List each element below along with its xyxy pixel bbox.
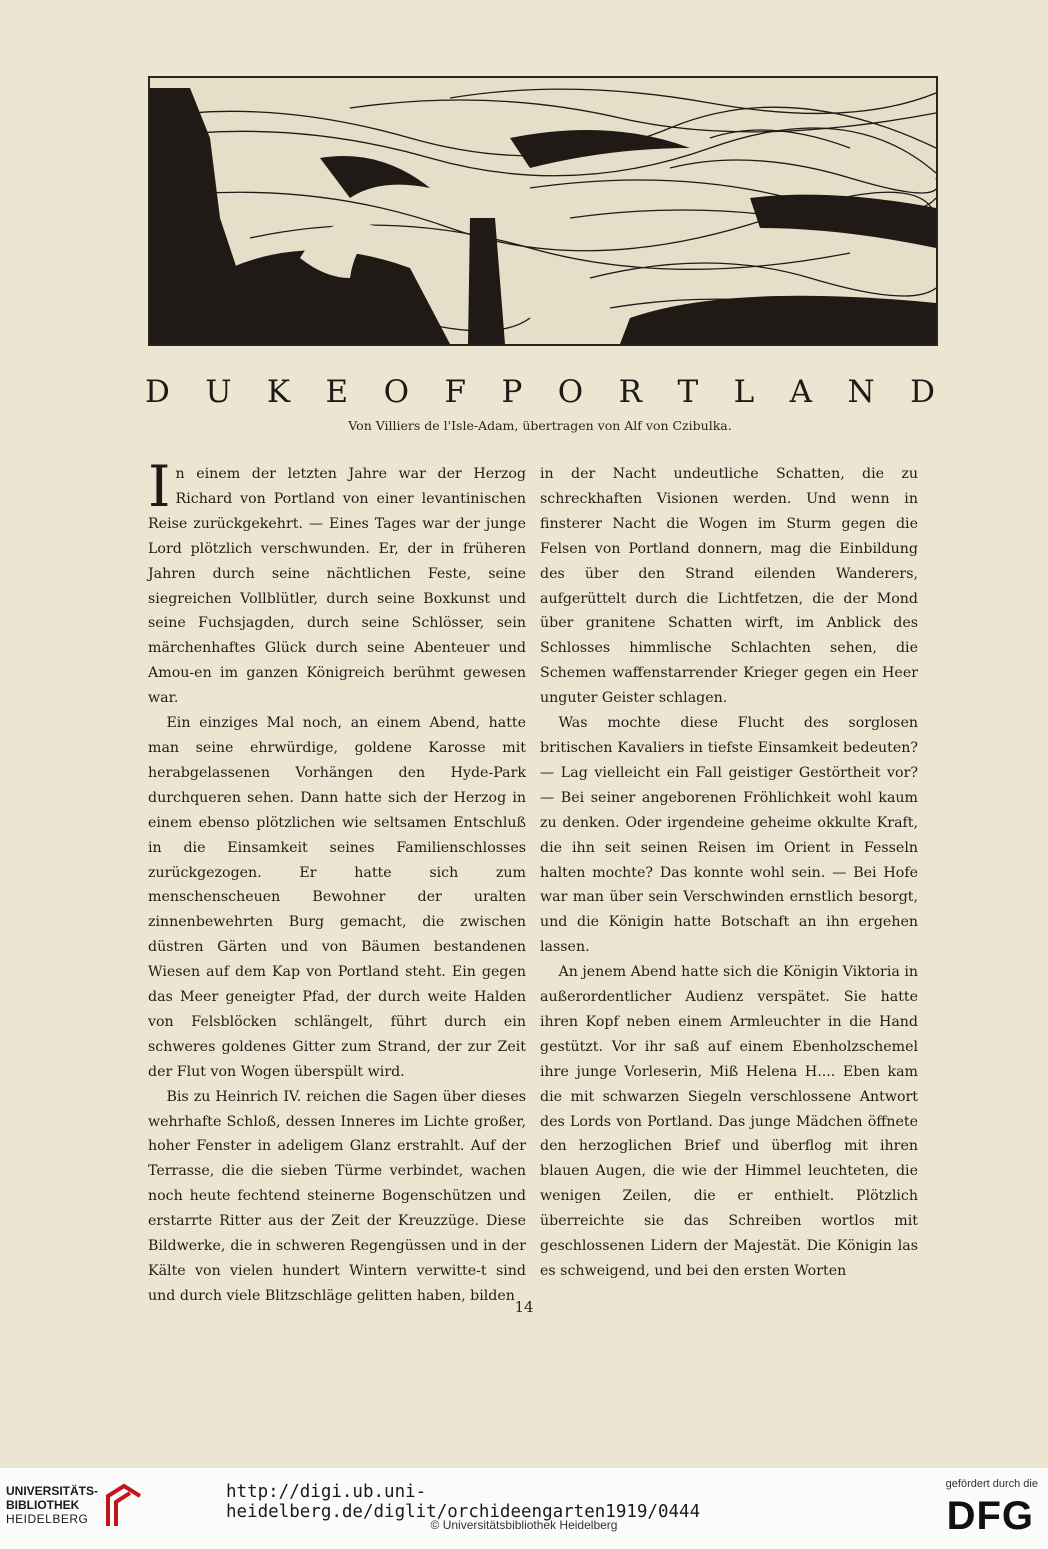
- library-line: UNIVERSITÄTS-: [6, 1484, 99, 1498]
- page-number: 14: [514, 1298, 534, 1316]
- title-letter: L: [733, 374, 755, 410]
- drop-cap: I: [148, 454, 171, 520]
- woodcut-illustration: [148, 76, 938, 346]
- library-line: HEIDELBERG: [6, 1512, 89, 1526]
- copyright-notice: © Universitätsbibliothek Heidelberg: [430, 1518, 618, 1532]
- stormy-sea-castle-image: [150, 78, 936, 344]
- right-column: [540, 462, 918, 1284]
- article-title: [145, 374, 935, 410]
- title-letter: N: [847, 374, 875, 410]
- paragraph: An jenem Abend hatte sich die Königin Viktoria in außerordentlicher Audienz verspätet. Sie hatte ihren Kopf neben einem Armleuchter in die Hand gestützt. Vor ihr saß auf einem Ebenholzschemel ihre junge Vorleserin, Miß Helena H.... Eben kam die mit schwarzen Siegeln verschlossene Antwort des Lords von Portland. Das junge Mädchen öffnete den herzoglichen Brief und überflog mit ihren blauen Augen, die wie der Himmel leuchteten, die wenigen Zeilen, die er enthielt. Plötzlich überreichte sie das Schreiben wortlos mit geschlossenen Lidern der Majestät. Die Königin las es schweigend, und bei den ersten Worten: [540, 964, 918, 1279]
- title-letter: T: [677, 374, 699, 410]
- title-letter: D: [910, 374, 935, 410]
- title-letter: O: [557, 374, 584, 410]
- paragraph: in der Nacht undeutliche Schatten, die zu schreckhaften Visionen werden. Und wenn in finsterer Nacht die Wogen im Sturm gegen die Felsen von Portland donnern, mag die Einbildung des über den Strand eilenden Wanderers, aufgerüttelt durch die Lichtfetzen, die der Mond über granitene Schatten wirft, im Anblick des Schlosses himmlische Schlachten sehen, die Schemen waffenstarrender Krieger gegen ein Heer unguter Geister schlagen.: [540, 466, 918, 707]
- paragraph: Ein einziges Mal noch, an einem Abend, hatte man seine ehrwürdige, goldene Karosse mit herabgelassenen Vorhängen den Hyde-Park durchqueren sehen. Dann hatte sich der Herzog in einem ebenso plötzlichen wie seltsamen Entschluß in die Einsamkeit seines Familienschlosses zurückgezogen. Er hatte sich zum menschenscheuen Bewohner der uralten zinnenbewehrten Burg gemacht, die zwischen düstren Gärten und von Bäumen bestandenen Wiesen auf dem Kap von Portland steht. Ein gegen das Meer geneigter Pfad, der durch weite Halden von Felsblöcken schlängelt, führt durch ein schweres goldenes Gitter zum Strand, der zur Zeit der Flut von Wogen überspült wird.: [148, 715, 526, 1080]
- paragraph: [148, 454, 526, 711]
- dfg-logo[interactable]: DFG: [946, 1494, 1034, 1538]
- title-letter: P: [501, 374, 523, 410]
- title-letter: R: [618, 374, 642, 410]
- byline: Von Villiers de l'Isle-Adam, übertragen von Alf von Czibulka.: [348, 418, 732, 433]
- title-letter: A: [789, 374, 813, 410]
- library-line: BIBLIOTHEK: [6, 1498, 80, 1512]
- title-letter: D: [145, 374, 170, 410]
- title-letter: O: [383, 374, 410, 410]
- title-letter: K: [266, 374, 291, 410]
- permalink-url[interactable]: http://digi.ub.uni-heidelberg.de/diglit/orchideengarten1919/0444: [226, 1482, 701, 1522]
- title-letter: U: [205, 374, 232, 410]
- paragraph-text: n einem der letzten Jahre war der Herzog Richard von Portland von einer levantinischen Reise zurückgekehrt. — Eines Tages war der junge Lord plötzlich verschwunden. Er, der in früheren Jahren durch seine nächtlichen Feste, seine siegreichen Vollblütler, durch seine Boxkunst und seine Fuchsjagden, durch seine Schlösser, sein märchenhaftes Glück durch seine Abenteuer und Amou-en im ganzen Königreich berühmt gewesen war.: [148, 466, 526, 707]
- paragraph: Bis zu Heinrich IV. reichen die Sagen über dieses wehrhafte Schloß, dessen Inneres im Lichte großer, hoher Fenster in adeligem Glanz erstrahlt. Auf der Terrasse, die die sieben Türme verbindet, wachen noch heute fechtend steinerne Bogenschützen und erstarrte Ritter aus der Zeit der Kreuzzüge. Diese Bildwerke, die in schweren Regengüssen und in der Kälte von vielen hundert Wintern verwitte-t sind und durch viele Blitzschläge gelitten haben, bilden: [148, 1088, 526, 1304]
- funding-note: gefördert durch die: [945, 1478, 1038, 1490]
- left-column: [148, 454, 526, 1309]
- title-letter: E: [325, 374, 349, 410]
- title-letter: F: [444, 374, 467, 410]
- paragraph: Was mochte diese Flucht des sorglosen britischen Kavaliers in tiefste Einsamkeit bedeuten? — Lag vielleicht ein Fall geistiger Gestörtheit vor? — Bei seiner angeborenen Fröhlichkeit wohl kaum zu denken. Oder irgendeine geheime okkulte Kraft, die ihn seit seinen Reisen im Orient in Fesseln halten mochte? Das konnte wohl sein. — Bei Hofe war man über sein Verschwinden ernstlich besorgt, und die Königin hatte Botschaft an ihn ergehen lassen.: [540, 715, 918, 956]
- digitization-footer: [0, 1468, 1048, 1549]
